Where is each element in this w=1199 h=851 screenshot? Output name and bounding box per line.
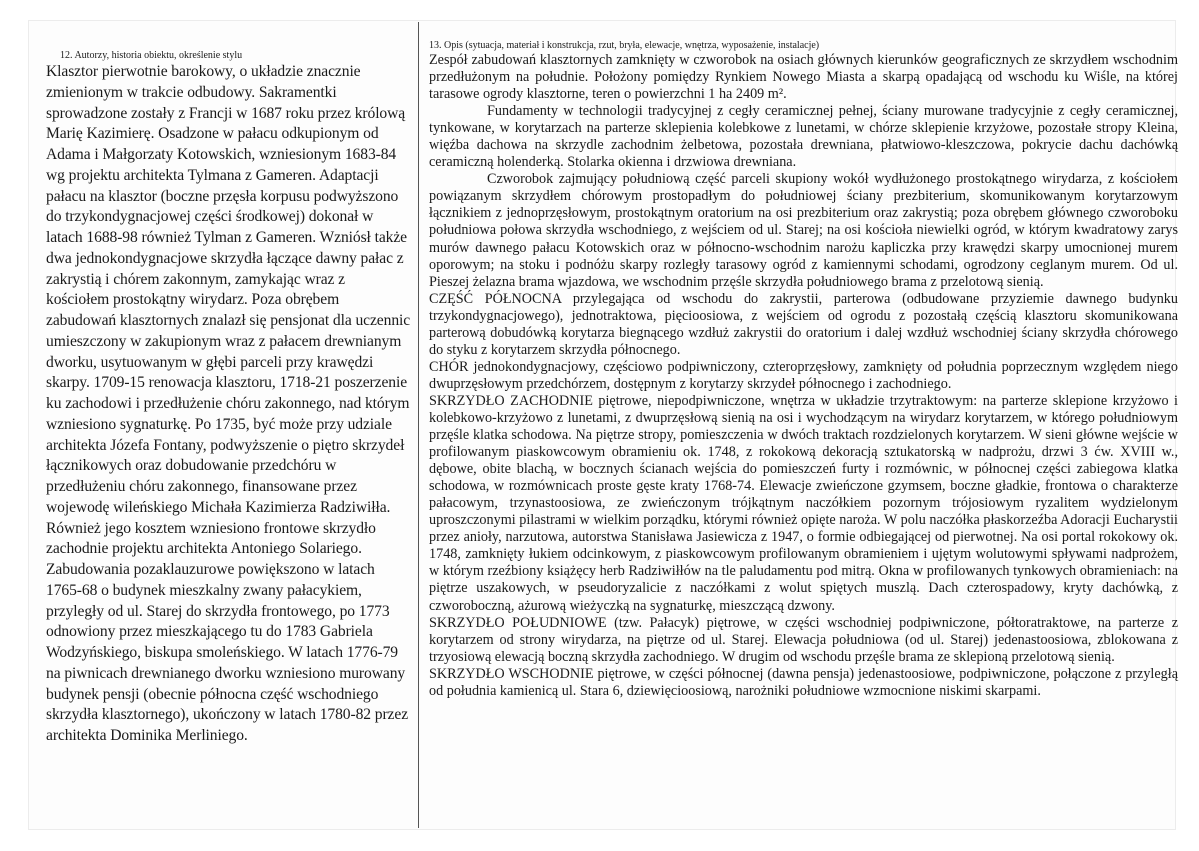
column-divider <box>418 22 419 828</box>
paragraph-west-wing: SKRZYDŁO ZACHODNIE piętrowe, niepodpiwniczone, wnętrza w układzie trzytraktowym: na parterze sklepione krzyżowo i kolebkowo-krzyżowo z lunetami, z dwuprzęsłową sienią na osi i wychodzącym na wirydarz korytarzem, w którego południowym przęśle klatka schodowa. Na piętrze stropy, pomieszczenia w dwóch traktach rozdzielonych korytarzem. W sieni główne wejście w profilowanym piaskowcowym obramieniu ok. 1748, z rokokową dekoracją sztukatorską w nadprożu, drzwi 3 ćw. XVIII w., dębowe, obite blachą, w bocznych ścianach wejścia do pomieszczeń furty i rozmównic, w północnej części zabiegowa klatka schodowa, w rozmównicach proste gęste kraty 1768-74. Elewacje zwieńczone gzymsem, boczne gładkie, frontowa o charakterze pałacowym, trzynastoosiowa, ze zwieńczonym trójkątnym naczółkiem pozornym trójosiowym ryzalitem wydzielonym uproszczonymi pilastrami w wielkim porządku, którymi również opięte naroża. W polu naczółka płaskorzeźba Adoracji Eucharystii przez anioły, narzutowa, autorstwa Stanisława Jasiewicza z 1947, o formie odbiegającej od pierwotnej. Na osi portal rokokowy ok. 1748, zamknięty łukiem odcinkowym, z piaskowcowym profilowanym obramieniem i ujętym wolutowymi spływami nadprożem, w którym rzeźbiony książęcy herb Radziwiłłów na tle paludamentu pod mitrą. Okna w profilowanych tynkowych obramieniach: na piętrze uszakowych, w pseudoryzalicie z naczółkami z wolut spiętych muszlą. Dach czterospadowy, kryty dachówką, z czworoboczną, ażurową wieżyczką na sygnaturkę, mieszczącą dzwony. <box>429 392 1178 614</box>
section-13-body <box>429 52 1178 700</box>
section-13-heading: 13. Opis (sytuacja, materiał i konstrukcja, rzut, bryła, elewacje, wnętrza, wyposażenie, instalacje) <box>429 40 820 51</box>
section-13-column <box>429 40 1178 700</box>
paragraph-north-part: CZĘŚĆ PÓŁNOCNA przylegająca od wschodu do zakrystii, parterowa (odbudowane przyziemie dawnego budynku trzykondygnacjowego), jednotraktowa, pięcioosiowa, z wejściem od ogrodu z pozostałą częścią klasztoru skomunikowana parterową dobudówką korytarza biegnącego wzdłuż zakrystii do oratorium i dalej wzdłuż wschodniej ściany skrzydła chórowego do styku z korytarzem skrzydła północnego. <box>429 290 1178 358</box>
paragraph-choir: CHÓR jednokondygnacjowy, częściowo podpiwniczony, czteroprzęsłowy, zamknięty od południa poprzecznym względem niego dwuprzęsłowym przedchórzem, dostępnym z korytarzy skrzydeł północnego i zachodniego. <box>429 358 1178 392</box>
paragraph-construction: Fundamenty w technologii tradycyjnej z cegły ceramicznej pełnej, ściany murowane tradycyjnie z cegły ceramicznej, tynkowane, w korytarzach na parterze sklepienia kolebkowe z lunetami, w chórze sklepienie krzyżowe, pozostałe stropy Kleina, więźba dachowa na skrzydle zachodnim żelbetowa, pozostała drewniana, płatwiowo-kleszczowa, pokrycie dachu dachówką ceramiczną holenderką. Stolarka okienna i drzwiowa drewniana. <box>429 103 1178 171</box>
paragraph-south-wing: SKRZYDŁO POŁUDNIOWE (tzw. Pałacyk) piętrowe, w części wschodniej podpiwniczone, półtoratraktowe, na parterze z korytarzem od strony wirydarza, na piętrze od ul. Starej. Elewacja południowa (od ul. Starej) jedenastoosiowa, zblokowana z trzyosiową elewacją boczną skrzydła zachodniego. W drugim od wschodu przęśle brama ze sklepioną przelotową sienią. <box>429 614 1178 665</box>
section-12-heading: 12. Autorzy, historia obiektu, określenie stylu <box>60 50 243 61</box>
paragraph-layout: Czworobok zajmujący południową część parceli skupiony wokół wydłużonego prostokątnego wirydarza, z kościołem powiązanym skrzydłem chórowym prostopadłym do południowej ściany prezbiterium, skomunikowanym korytarzowym łącznikiem z jednoprzęsłowym, prostokątnym oratorium na osi prezbiterium oraz zakrystią; poza obrębem głównego czworoboku południowa połowa skrzydła wschodniego, z wejściem od ul. Starej; na osi kościoła niewielki ogród, w którym kwadratowy zarys murów dawnego pałacu Kotowskich oraz w północno-wschodnim narożu kapliczka przy krawędzi skarpy umocnionej murem oporowym; na stoku i podnóżu skarpy rozległy tarasowy ogród z kamiennymi schodami, ogrodzony ceglanym murem. Od ul. Pieszej żelazna brama wjazdowa, we wschodnim przęśle skrzydła południowego brama z przelotową sienią. <box>429 171 1178 290</box>
section-12-body: Klasztor pierwotnie barokowy, o układzie znacznie zmienionym w trakcie odbudowy. Sakramentki sprowadzone zostały z Francji w 1687 roku przez królową Marię Kazimierę. Osadzone w pałacu odkupionym od Adama i Małgorzaty Kotowskich, wzniesionym 1683-84 wg projektu architekta Tylmana z Gameren. Adaptacji pałacu na klasztor (boczne przęsła korpusu podwyższono do trzykondygnacjowej części środkowej) dokonał w latach 1688-98 również Tylman z Gameren. Wzniósł także dwa jednokondygnacjowe skrzydła łączące dawny pałac z zakrystią i chórem zakonnym, zamykając wraz z kościołem prostokątny wirydarz. Poza obrębem zabudowań klasztornych znalazł się pensjonat dla uczennic umieszczony w zakupionym wraz z pałacem drewnianym dworku, usytuowanym w głębi parceli przy krawędzi skarpy. 1709-15 renowacja klasztoru, 1718-21 poszerzenie ku zachodowi i przedłużenie chóru zakonnego, nad którym wzniesiono sygnaturkę. Po 1735, być może przy udziale architekta Józefa Fontany, podwyższenie o piętro skrzydeł łącznikowych oraz dobudowanie przedchóru w przedłużeniu chóru zakonnego, finansowane przez wojewodę wileńskiego Michała Kazimierza Radziwiłła. Również jego kosztem wzniesiono frontowe skrzydło zachodnie projektu architekta Antoniego Solariego. Zabudowania pozaklauzurowe powiększono w latach 1765-68 o budynek mieszkalny zwany pałacykiem, przyległy od ul. Starej do skrzydła frontowego, po 1773 odnowiony przez mieszkającego tu do 1783 Gabriela Wodzyńskiego, biskupa smoleńskiego. W latach 1776-79 na piwnicach drewnianego dworku wzniesiono murowany budynek pensji (obecnie północna część wschodniego skrzydła klasztornego), ukończony w latach 1780-82 przez architekta Dominika Merliniego. <box>46 63 411 744</box>
section-12-column <box>46 50 411 747</box>
paragraph-east-wing: SKRZYDŁO WSCHODNIE piętrowe, w części północnej (dawna pensja) jedenastoosiowe, podpiwniczone, połączone z przyległą od południa kamienicą ul. Stara 6, dziewięcioosiową, narożniki południowe wzmocnione niskimi skarpami. <box>429 665 1178 699</box>
paragraph-location: Zespół zabudowań klasztornych zamknięty w czworobok na osiach głównych kierunków geograficznych ze skrzydłem wschodnim przedłużonym na południe. Położony pomiędzy Rynkiem Nowego Miasta a skarpą opadającą od wschodu ku Wiśle, na której tarasowe ogrody klasztorne, teren o powierzchni 1 ha 2409 m². <box>429 52 1178 103</box>
